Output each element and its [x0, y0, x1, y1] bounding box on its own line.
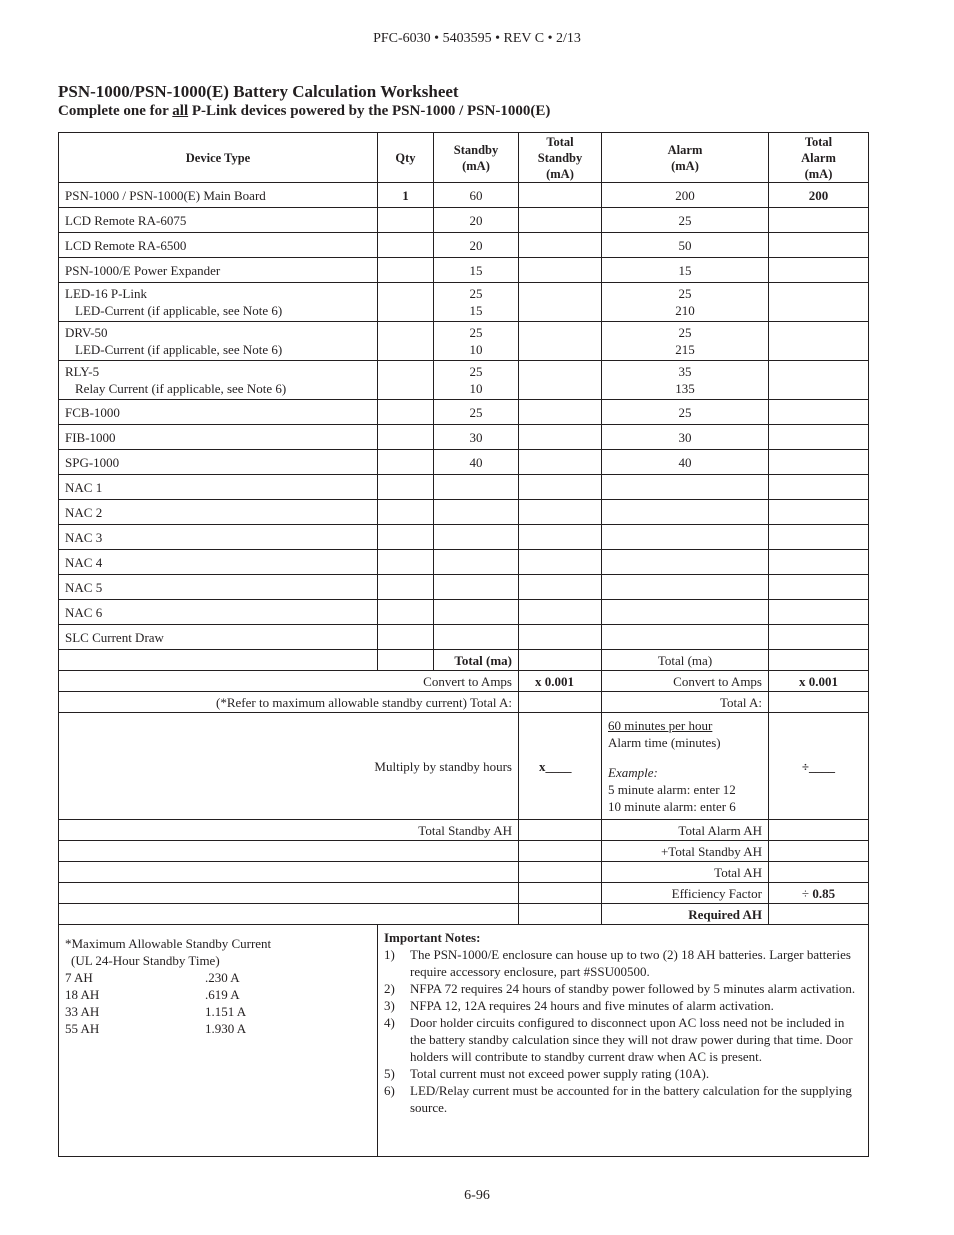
plus-total-standby-label: +Total Standby AH — [602, 841, 769, 862]
device-name: NAC 4 — [65, 554, 103, 570]
note-item — [384, 1082, 862, 1116]
battery-capacity: 33 AH — [65, 1004, 100, 1019]
total-standby-cell[interactable] — [519, 233, 602, 258]
max-current: .230 A — [205, 970, 240, 985]
device-name: PSN-1000 / PSN-1000(E) Main Board — [65, 187, 266, 203]
total-standby-cell[interactable] — [519, 361, 602, 400]
alarm-total-a-value[interactable] — [769, 692, 869, 713]
efficiency-row — [59, 883, 869, 904]
device-type-cell — [59, 283, 378, 322]
total-alarm-cell[interactable] — [769, 208, 869, 233]
qty-cell[interactable] — [378, 183, 434, 208]
alarm-value: 25 — [678, 325, 692, 340]
table-row — [59, 361, 869, 400]
standby-cell — [434, 283, 519, 322]
total-alarm-cell[interactable] — [769, 183, 869, 208]
standby-total-a-value[interactable] — [519, 692, 602, 713]
qty-cell[interactable] — [378, 625, 434, 650]
note-text: NFPA 12, 12A requires 24 hours and five minutes of alarm activation. — [410, 998, 774, 1013]
device-name: NAC 5 — [65, 579, 103, 595]
standby-cell — [434, 322, 519, 361]
device-name: NAC 1 — [65, 479, 103, 495]
alarm-cell — [602, 500, 769, 525]
standby-cell — [434, 208, 519, 233]
device-type-cell — [59, 233, 378, 258]
subtitle-post: P-Link devices powered by the PSN-1000 / PSN-1000(E) — [188, 103, 551, 119]
total-ma-alarm-value[interactable] — [769, 650, 869, 671]
battery-capacity: 18 AH — [65, 987, 100, 1002]
standby-value: 25 — [469, 404, 483, 420]
device-type-cell — [59, 322, 378, 361]
subtitle-emphasis: all — [172, 103, 189, 119]
max-standby-title: *Maximum Allowable Standby Current — [65, 936, 272, 951]
total-alarm-value: 200 — [808, 187, 829, 203]
total-standby-cell[interactable] — [519, 475, 602, 500]
total-standby-cell[interactable] — [519, 283, 602, 322]
plus-standby-row — [59, 841, 869, 862]
table-row — [59, 500, 869, 525]
alarm-cell — [602, 400, 769, 425]
example-line-2: 10 minute alarm: enter 6 — [608, 799, 736, 814]
alarm-divisor-blank[interactable]: ÷____ — [769, 713, 869, 820]
convert-amps-row — [59, 671, 869, 692]
standby-cell — [434, 183, 519, 208]
alarm-value: 50 — [678, 237, 692, 253]
note-item — [384, 980, 862, 997]
note-item — [384, 997, 862, 1014]
device-name: PSN-1000/E Power Expander — [65, 262, 221, 278]
efficiency-factor-value: ÷ 0.85 — [769, 883, 869, 904]
ah-row — [59, 820, 869, 841]
col-total-standby: Total Standby (mA) — [519, 133, 602, 183]
max-current: 1.930 A — [205, 1021, 247, 1036]
standby-value: 20 — [469, 237, 483, 253]
table-row — [59, 400, 869, 425]
note-number: 5) — [384, 1066, 395, 1081]
standby-cell — [434, 525, 519, 550]
multiply-row — [59, 713, 869, 820]
standby-cell — [434, 258, 519, 283]
total-standby-ah-label: Total Standby AH — [59, 820, 519, 841]
qty-cell[interactable] — [378, 283, 434, 322]
alarm-cell — [602, 425, 769, 450]
alarm-value: 25 — [678, 212, 692, 228]
total-alarm-cell[interactable] — [769, 361, 869, 400]
total-alarm-cell[interactable] — [769, 258, 869, 283]
max-current: 1.151 A — [205, 1004, 247, 1019]
standby-value: 30 — [469, 429, 483, 445]
table-row — [59, 322, 869, 361]
max-standby-item — [65, 986, 371, 1003]
alarm-sub-value: 215 — [675, 342, 695, 357]
max-standby-item — [65, 1003, 371, 1020]
subtitle-pre: Complete one for — [58, 103, 173, 119]
standby-cell — [434, 425, 519, 450]
note-number: 3) — [384, 998, 395, 1013]
qty-cell[interactable] — [378, 208, 434, 233]
efficiency-factor-label: Efficiency Factor — [602, 883, 769, 904]
multiply-standby-label: Multiply by standby hours — [59, 713, 519, 820]
standby-total-a-label: (*Refer to maximum allowable standby current) Total A: — [59, 692, 519, 713]
standby-factor: x 0.001 — [519, 671, 602, 692]
total-standby-cell[interactable] — [519, 525, 602, 550]
alarm-value: 30 — [678, 429, 692, 445]
standby-sub-value: 10 — [469, 381, 483, 396]
qty-cell[interactable] — [378, 575, 434, 600]
total-alarm-cell[interactable] — [769, 500, 869, 525]
total-ah-row — [59, 862, 869, 883]
qty-cell[interactable] — [378, 500, 434, 525]
table-row — [59, 575, 869, 600]
standby-cell — [434, 475, 519, 500]
note-text: Door holder circuits configured to disconnect upon AC loss need not be included in the battery standby calculation since they will not draw power during that time. Door holders will contribute to standby current draw when AC is present. — [410, 1015, 853, 1064]
standby-sub-value: 10 — [469, 342, 483, 357]
page-number: 6-96 — [464, 1188, 490, 1203]
alarm-value: 40 — [678, 454, 692, 470]
alarm-value: 200 — [675, 187, 695, 203]
convert-amps-standby-label: Convert to Amps — [59, 671, 519, 692]
device-name: NAC 6 — [65, 604, 103, 620]
total-standby-cell[interactable] — [519, 575, 602, 600]
qty-cell[interactable] — [378, 361, 434, 400]
total-standby-cell[interactable] — [519, 450, 602, 475]
worksheet-subtitle — [58, 103, 550, 120]
important-notes-cell — [378, 925, 869, 1157]
table-row — [59, 283, 869, 322]
qty-cell[interactable] — [378, 475, 434, 500]
device-name: LCD Remote RA-6500 — [65, 237, 187, 253]
qty-cell[interactable] — [378, 450, 434, 475]
standby-value: 20 — [469, 212, 483, 228]
device-type-cell — [59, 575, 378, 600]
standby-cell — [434, 233, 519, 258]
example-line-1: 5 minute alarm: enter 12 — [608, 782, 736, 797]
qty-cell[interactable] — [378, 258, 434, 283]
table-row — [59, 475, 869, 500]
note-number: 1) — [384, 947, 395, 962]
alarm-cell — [602, 283, 769, 322]
total-standby-cell[interactable] — [519, 400, 602, 425]
note-item — [384, 946, 862, 980]
device-type-cell — [59, 625, 378, 650]
device-type-cell — [59, 183, 378, 208]
device-type-cell — [59, 475, 378, 500]
device-name: FIB-1000 — [65, 429, 116, 445]
standby-cell — [434, 400, 519, 425]
alarm-cell — [602, 600, 769, 625]
device-sub-line: Relay Current (if applicable, see Note 6) — [75, 381, 287, 396]
required-ah-value[interactable] — [769, 904, 869, 925]
device-sub-line: LED-Current (if applicable, see Note 6) — [75, 342, 283, 357]
total-alarm-cell[interactable] — [769, 575, 869, 600]
table-row — [59, 208, 869, 233]
table-row — [59, 450, 869, 475]
col-total-alarm: Total Alarm (mA) — [769, 133, 869, 183]
alarm-cell — [602, 625, 769, 650]
total-alarm-cell[interactable] — [769, 400, 869, 425]
standby-value: 60 — [469, 187, 483, 203]
qty-cell[interactable] — [378, 322, 434, 361]
page-header: PFC-6030 • 5403595 • REV C • 2/13 — [373, 31, 581, 46]
device-type-cell — [59, 600, 378, 625]
alarm-time-cell — [602, 713, 769, 820]
minutes-per-hour: 60 minutes per hour — [608, 718, 713, 733]
device-type-cell — [59, 400, 378, 425]
total-ma-alarm-label: Total (ma) — [602, 650, 769, 671]
standby-value: 25 — [469, 286, 483, 301]
table-row — [59, 425, 869, 450]
qty-value: 1 — [402, 187, 409, 203]
device-type-cell — [59, 258, 378, 283]
required-ah-row — [59, 904, 869, 925]
alarm-sub-value: 210 — [675, 303, 695, 318]
alarm-cell — [602, 475, 769, 500]
device-name: FCB-1000 — [65, 404, 120, 420]
standby-hours-blank[interactable]: x____ — [519, 713, 602, 820]
alarm-factor: x 0.001 — [769, 671, 869, 692]
alarm-value: 25 — [678, 286, 692, 301]
device-type-cell — [59, 525, 378, 550]
device-name: SLC Current Draw — [65, 629, 164, 645]
total-alarm-cell[interactable] — [769, 283, 869, 322]
note-text: The PSN-1000/E enclosure can house up to two (2) 18 AH batteries. Larger batteries require accessory enclosure, part #SSU00500. — [410, 947, 851, 979]
standby-cell — [434, 500, 519, 525]
device-name: RLY-5 — [65, 364, 100, 379]
battery-capacity: 7 AH — [65, 970, 93, 985]
table-row — [59, 233, 869, 258]
plus-total-standby-value[interactable] — [769, 841, 869, 862]
total-alarm-cell[interactable] — [769, 450, 869, 475]
device-type-cell — [59, 550, 378, 575]
total-standby-cell[interactable] — [519, 425, 602, 450]
total-standby-ah-value[interactable] — [519, 820, 602, 841]
max-current: .619 A — [205, 987, 240, 1002]
note-number: 2) — [384, 981, 395, 996]
alarm-sub-value: 135 — [675, 381, 695, 396]
total-standby-cell[interactable] — [519, 625, 602, 650]
alarm-cell — [602, 258, 769, 283]
total-ah-label: Total AH — [602, 862, 769, 883]
example-label: Example: — [608, 765, 658, 780]
device-sub-line: LED-Current (if applicable, see Note 6) — [75, 303, 283, 318]
table-row — [59, 600, 869, 625]
standby-cell — [434, 450, 519, 475]
total-alarm-cell[interactable] — [769, 425, 869, 450]
total-alarm-cell[interactable] — [769, 550, 869, 575]
alarm-cell — [602, 183, 769, 208]
device-name: NAC 2 — [65, 504, 103, 520]
alarm-cell — [602, 550, 769, 575]
total-ma-row — [59, 650, 869, 671]
device-name: LCD Remote RA-6075 — [65, 212, 187, 228]
max-standby-item — [65, 969, 371, 986]
qty-cell[interactable] — [378, 550, 434, 575]
notes-row — [59, 925, 869, 1157]
max-standby-cell — [59, 925, 378, 1157]
notes-heading: Important Notes: — [384, 930, 481, 945]
alarm-cell — [602, 322, 769, 361]
standby-cell — [434, 575, 519, 600]
total-standby-cell[interactable] — [519, 600, 602, 625]
total-alarm-cell[interactable] — [769, 322, 869, 361]
standby-cell — [434, 361, 519, 400]
total-alarm-ah-value[interactable] — [769, 820, 869, 841]
total-alarm-cell[interactable] — [769, 525, 869, 550]
table-row — [59, 258, 869, 283]
standby-value: 15 — [469, 262, 483, 278]
standby-sub-value: 15 — [469, 303, 483, 318]
device-name: LED-16 P-Link — [65, 286, 147, 301]
note-text: NFPA 72 requires 24 hours of standby power followed by 5 minutes alarm activation. — [410, 981, 856, 996]
convert-amps-alarm-label: Convert to Amps — [602, 671, 769, 692]
total-ma-standby-value[interactable] — [519, 650, 602, 671]
device-type-cell — [59, 208, 378, 233]
qty-cell[interactable] — [378, 233, 434, 258]
qty-cell[interactable] — [378, 400, 434, 425]
max-standby-list — [65, 969, 371, 1037]
qty-cell[interactable] — [378, 600, 434, 625]
total-alarm-cell[interactable] — [769, 233, 869, 258]
col-device-type: Device Type — [59, 133, 378, 183]
table-row — [59, 550, 869, 575]
total-standby-cell[interactable] — [519, 183, 602, 208]
table-header-row — [59, 133, 869, 183]
note-text: LED/Relay current must be accounted for in the battery calculation for the supplying source. — [410, 1083, 852, 1115]
notes-list — [384, 946, 862, 1116]
col-alarm: Alarm (mA) — [602, 133, 769, 183]
standby-cell — [434, 600, 519, 625]
total-ah-value[interactable] — [769, 862, 869, 883]
max-standby-item — [65, 1020, 371, 1037]
total-standby-cell[interactable] — [519, 550, 602, 575]
standby-value: 40 — [469, 454, 483, 470]
col-standby: Standby (mA) — [434, 133, 519, 183]
total-alarm-cell[interactable] — [769, 600, 869, 625]
table-row — [59, 183, 869, 208]
alarm-cell — [602, 233, 769, 258]
alarm-cell — [602, 361, 769, 400]
max-standby-subtitle: (UL 24-Hour Standby Time) — [71, 953, 220, 968]
alarm-time-label: Alarm time (minutes) — [608, 735, 721, 750]
total-standby-cell[interactable] — [519, 322, 602, 361]
standby-value: 25 — [469, 325, 483, 340]
note-item — [384, 1065, 862, 1082]
table-row — [59, 525, 869, 550]
alarm-value: 35 — [678, 364, 692, 379]
note-number: 4) — [384, 1015, 395, 1030]
note-text: Total current must not exceed power supply rating (10A). — [410, 1066, 710, 1081]
device-type-cell — [59, 425, 378, 450]
total-a-row — [59, 692, 869, 713]
alarm-total-a-label: Total A: — [602, 692, 769, 713]
total-alarm-cell[interactable] — [769, 475, 869, 500]
table-row — [59, 625, 869, 650]
alarm-cell — [602, 525, 769, 550]
device-type-cell — [59, 450, 378, 475]
alarm-value: 25 — [678, 404, 692, 420]
required-ah-label: Required AH — [602, 904, 769, 925]
battery-capacity: 55 AH — [65, 1021, 100, 1036]
total-standby-cell[interactable] — [519, 258, 602, 283]
qty-cell[interactable] — [378, 525, 434, 550]
device-type-cell — [59, 361, 378, 400]
standby-cell — [434, 550, 519, 575]
alarm-cell — [602, 450, 769, 475]
standby-cell — [434, 625, 519, 650]
alarm-value: 15 — [678, 262, 692, 278]
note-number: 6) — [384, 1083, 395, 1098]
device-type-cell — [59, 500, 378, 525]
alarm-cell — [602, 575, 769, 600]
total-standby-cell[interactable] — [519, 500, 602, 525]
alarm-cell — [602, 208, 769, 233]
worksheet-title: PSN-1000/PSN-1000(E) Battery Calculation Worksheet — [58, 82, 459, 101]
total-alarm-ah-label: Total Alarm AH — [602, 820, 769, 841]
total-standby-cell[interactable] — [519, 208, 602, 233]
note-item — [384, 1014, 862, 1065]
total-ma-standby-label: Total (ma) — [434, 650, 519, 671]
battery-calculation-table — [58, 132, 869, 1157]
device-name: DRV-50 — [65, 325, 108, 340]
col-qty: Qty — [378, 133, 434, 183]
standby-value: 25 — [469, 364, 483, 379]
qty-cell[interactable] — [378, 425, 434, 450]
total-alarm-cell[interactable] — [769, 625, 869, 650]
device-name: SPG-1000 — [65, 454, 120, 470]
device-name: NAC 3 — [65, 529, 103, 545]
